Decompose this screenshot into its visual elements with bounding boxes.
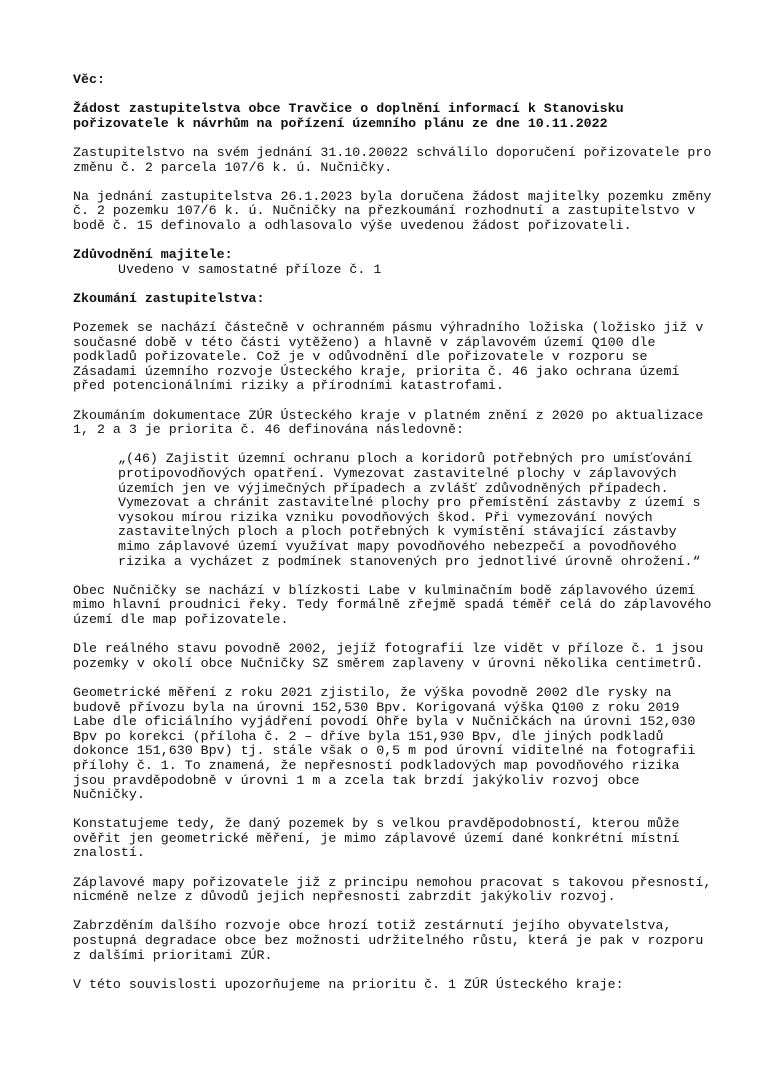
paragraph-session-approval: [73, 144, 712, 175]
paragraph-development-risk: [73, 918, 704, 963]
text-line: ověřit jen geometrické měření, je mimo záplavové území dané konkrétní místní: [73, 830, 680, 846]
subject-label: Věc:: [73, 72, 105, 87]
text-line: Záplavové mapy pořizovatele již z principu nemohou pracovat s takovou přesností,: [73, 874, 712, 890]
paragraph-land-location: [73, 320, 704, 394]
text-line: Na jednání zastupitelstva 26.1.2023 byla doručena žádost majitelky pozemku změny: [73, 188, 712, 204]
text-line: nicméně nelze z důvodů jejich nepřesnosti zabrzdit jakýkoliv rozvoj.: [73, 889, 616, 905]
quote-line: zastavitelných ploch a ploch potřebných k vymístění stávající zástavby: [118, 524, 677, 540]
text-line: současné době v této části vytěženo) a hlavně v záplavovém území Q100 dle: [73, 334, 656, 350]
text-line: Zkoumáním dokumentace ZÚR Ústeckého kraje v platném znění z 2020 po aktualizace: [73, 407, 704, 423]
text-line: Geometrické měření z roku 2021 zjistilo, že výška povodně 2002 dle rysky na: [73, 684, 672, 700]
text-line: Dle reálného stavu povodně 2002, jejíž fotografii lze vidět v příloze č. 1 jsou: [73, 641, 704, 657]
text-line: podkladů pořizovatele. Což je v odůvodnění dle pořizovatele v rozporu se: [73, 349, 648, 365]
text-line: č. 2 pozemku 107/6 k. ú. Nučničky na přezkoumání rozhodnutí a zastupitelstvo v: [73, 203, 696, 219]
text-line: Nučničky.: [73, 787, 145, 803]
text-line: Zabrzděním dalšího rozvoje obce hrozí totiž zestárnutí jejího obyvatelstva,: [73, 918, 672, 934]
text-line: Konstatujeme tedy, že daný pozemek by s velkou pravděpodobností, kterou může: [73, 816, 680, 832]
paragraph-flood-2002: [73, 641, 704, 671]
text-line: pozemky v okolí obce Nučničky SZ směrem zaplaveny v úrovni několika centimetrů.: [73, 655, 704, 671]
text-line: Bpv po korekci (příloha č. 2 – dříve byla 151,930 Bpv, dle jiných podkladů: [73, 728, 664, 744]
paragraph-conclusion: [73, 817, 698, 861]
text-line: postupná degradace obce bez možnosti udržitelného růstu, která je pak v rozporu: [73, 933, 704, 949]
text-line: přílohy č. 1. To znamená, že nepřesností podkladových map povodňového rizika: [73, 757, 680, 773]
paragraph-geometric-measurement: [73, 686, 698, 803]
paragraph-owner-request: [73, 188, 712, 234]
document-page: [73, 72, 712, 992]
council-review-heading: Zkoumání zastupitelstva:: [73, 290, 265, 306]
text-line: V této souvislosti upozorňujeme na prioritu č. 1 ZÚR Ústeckého kraje:: [73, 976, 624, 992]
text-line: Zásadami územního rozvoje Ústeckého kraje, priorita č. 46 jako ochrana území: [73, 363, 680, 379]
quote-line: vysokou mírou rizika vzniku povodňových škod. Při vymezování nových: [118, 509, 653, 525]
text-line: 1, 2 a 3 je priorita č. 46 definována následovně:: [73, 422, 464, 438]
owner-justification-text: Uvedeno v samostatné příloze č. 1: [118, 261, 382, 277]
subject-line: pořizovatele k návrhům na pořízení územního plánu ze dne 10.11.2022: [73, 115, 608, 131]
text-line: Zastupitelstvo na svém jednání 31.10.20022 schválilo doporučení pořizovatele pro: [73, 144, 712, 160]
text-line: před potencionálními riziky a přírodními katastrofami.: [73, 378, 504, 394]
paragraph-priority-1: [73, 978, 698, 993]
text-line: bodě č. 15 definovalo a odhlasovalo výše uvedenou žádost pořizovateli.: [73, 217, 632, 233]
paragraph-zur-review: [73, 407, 704, 438]
text-line: území dle map pořizovatele.: [73, 611, 289, 627]
priority-46-quote: [73, 451, 701, 569]
paragraph-flood-maps: [73, 874, 712, 905]
quote-line: Vymezovat a chránit zastavitelné plochy pro přemístění zástavby z území s: [118, 495, 701, 511]
quote-line: územích jen ve výjimečných případech a zvlášť zdůvodněných případech.: [118, 480, 669, 496]
quote-line: mimo záplavové území využívat mapy povodňového nebezpečí a povodňového: [118, 539, 677, 554]
text-line: budově přívozu byla na úrovni 152,530 Bpv. Korigovaná výška Q100 z roku 2019: [73, 699, 680, 715]
owner-justification-heading: Zdůvodnění majitele:: [73, 247, 233, 263]
paragraph-village-location: [73, 582, 712, 628]
quote-line: rizika a vycházet z podmínek stanovených pro jednotlivé úrovně ohrožení.“: [118, 553, 701, 569]
text-line: dokonce 151,630 Bpv) tj. stále však o 0,5 m pod úrovní viditelné na fotografii: [73, 743, 696, 759]
text-line: Pozemek se nachází částečně v ochranném pásmu výhradního ložiska (ložisko již v: [73, 320, 704, 336]
text-line: změnu č. 2 parcela 107/6 k. ú. Nučničky.: [73, 159, 393, 175]
text-line: jsou pravděpodobně v úrovni 1 m a zcela tak brzdí jakýkoliv rozvoj obce: [73, 772, 640, 788]
text-line: znalostí.: [73, 845, 145, 861]
text-line: Obec Nučničky se nachází v blízkosti Labe v kulminačním bodě záplavového území: [73, 582, 696, 598]
quote-line: „(46) Zajistit územní ochranu ploch a koridorů potřebných pro umísťování: [118, 451, 693, 467]
text-line: Labe dle oficiálního vyjádření povodí Ohře byla v Nučničkách na úrovni 152,030: [73, 714, 696, 730]
text-line: z dalšími prioritami ZÚR.: [73, 947, 273, 963]
quote-line: protipovodňových opatření. Vymezovat zastavitelné plochy v záplavových: [118, 466, 677, 482]
subject-line: Žádost zastupitelstva obce Travčice o doplnění informací k Stanovisku: [73, 101, 624, 117]
text-line: mimo hlavní proudnici řeky. Tedy formálně zřejmě spadá téměř celá do záplavového: [73, 597, 712, 613]
subject-title: [73, 102, 698, 131]
